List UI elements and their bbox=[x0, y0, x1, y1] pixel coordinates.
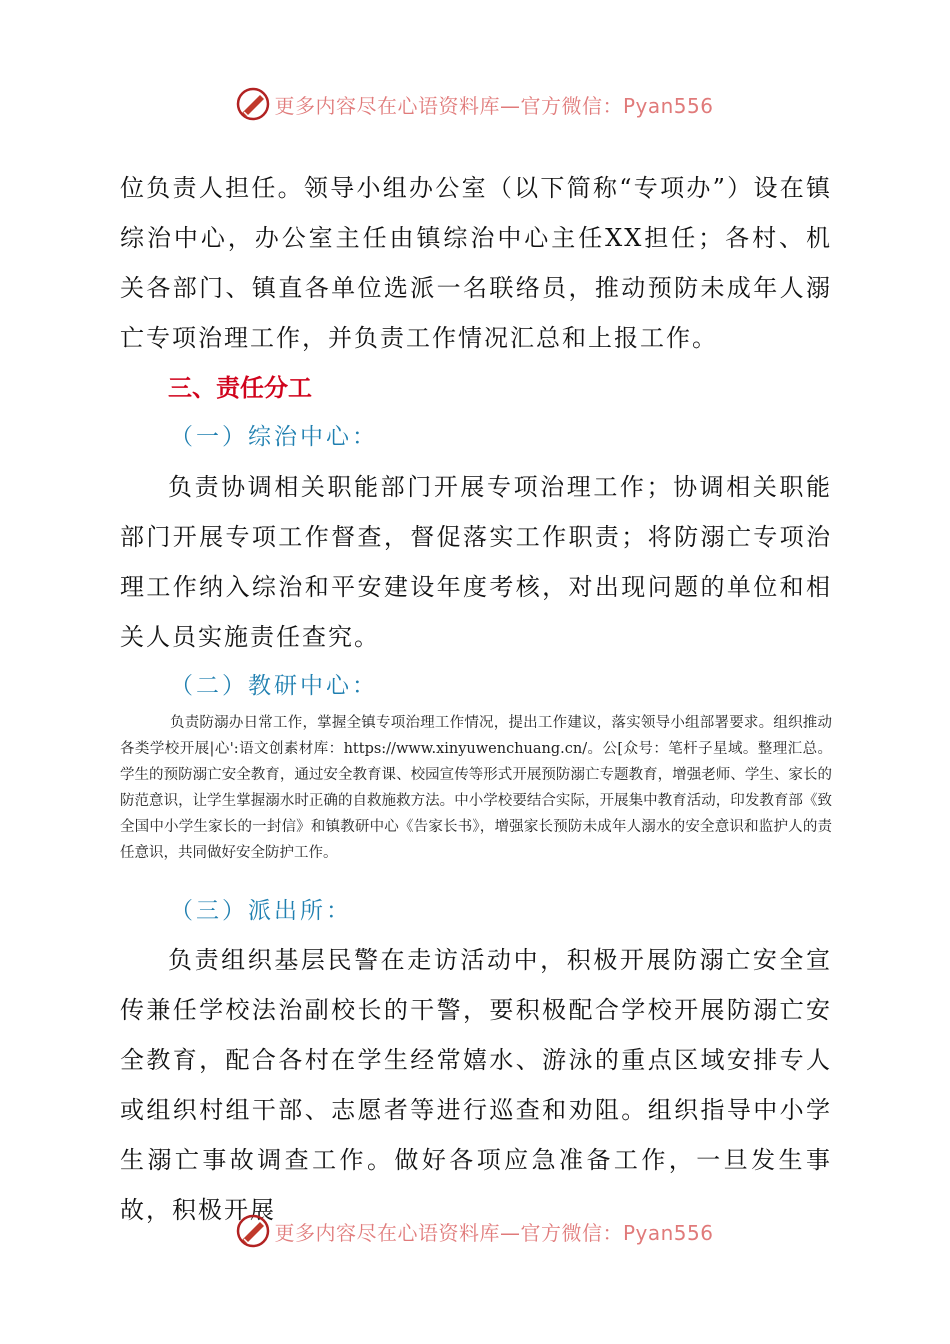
watermark-banner-top bbox=[0, 84, 950, 124]
pen-nib-logo-icon bbox=[236, 1214, 270, 1248]
pen-nib-logo-icon bbox=[236, 87, 270, 121]
subsection-title-2: （二）教研中心： bbox=[170, 673, 378, 699]
subsection-text-1: 负责协调相关职能部门开展专项治理工作；协调相关职能部门开展专项工作督查，督促落实工作职责；将防溺亡专项治理工作纳入综治和平安建设年度考核，对出现问题的单位和相关人员实施责任查究。 bbox=[120, 473, 832, 651]
paragraph-top: 位负责人担任。领导小组办公室（以下简称“专项办”）设在镇综治中心，办公室主任由镇综治中心主任XX担任；各村、机关各部门、镇直各单位选派一名联络员，推动预防未成年人溺亡专项治理工作，并负责工作情况汇总和上报工作。 bbox=[120, 174, 832, 352]
subsection-text-3: 负责组织基层民警在走访活动中，积极开展防溺亡安全宣传兼任学校法治副校长的干警，要积极配合学校开展防溺亡安全教育，配合各村在学生经常嬉水、游泳的重点区域安排专人或组织村组干部、志愿者等进行巡查和劝阻。组织指导中小学生溺亡事故调查工作。做好各项应急准备工作，一旦发生事故，积极开展 bbox=[120, 946, 832, 1224]
section-title: 三、责任分工 bbox=[168, 374, 312, 402]
subsection-text-2: 负责防溺办日常工作，掌握全镇专项治理工作情况，提出工作建议，落实领导小组部署要求。组织推动各类学校开展|心':语文创素材库：https://www.xinyuwenchuang.cn/。公[众号：笔杆子星域。整理汇总。学生的预防溺亡安全教育，通过安全教育课、校园宣传等形式开展预防溺亡专题教育，增强老师、学生、家长的防范意识，让学生掌握溺水时正确的自救施救方法。中小学校要结合实际，开展集中教育活动，印发教育部《致全国中小学生家长的一封信》和镇教研中心《告家长书》，增强家长预防未成年人溺水的安全意识和监护人的责任意识，共同做好安全防护工作。 bbox=[120, 715, 832, 861]
subsection-title-3: （三）派出所： bbox=[170, 898, 352, 924]
watermark-banner-bottom bbox=[0, 1211, 950, 1251]
watermark-text: 更多内容尽在心语资料库—官方微信：Pyan556 bbox=[274, 93, 714, 118]
watermark-text: 更多内容尽在心语资料库—官方微信：Pyan556 bbox=[274, 1220, 714, 1245]
subsection-title-1: （一）综治中心： bbox=[170, 424, 378, 450]
